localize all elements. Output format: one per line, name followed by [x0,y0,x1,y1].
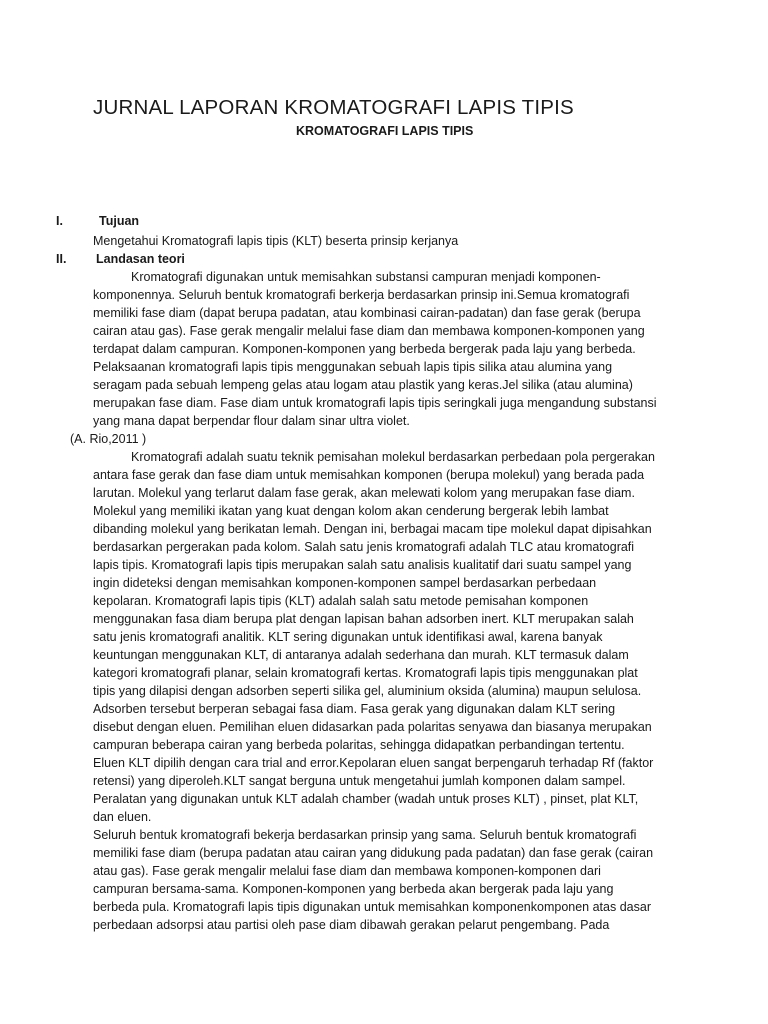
section-1-number: I. [56,214,63,228]
body-line: Molekul yang memiliki ikatan yang kuat dengan kolom akan cenderung bergerak lebih lambat [93,504,609,518]
body-line: terdapat dalam campuran. Komponen-komponen yang berbeda bergerak pada laju yang berbeda. [93,342,636,356]
body-line: Kromatografi adalah suatu teknik pemisahan molekul berdasarkan perbedaan pola pergerakan [131,450,655,464]
body-line: antara fase gerak dan fase diam untuk memisahkan komponen (berupa molekul) yang berada pada [93,468,645,482]
body-line: memiliki fase diam (dapat berupa padatan, atau kombinasi cairan-padatan) dan fase gerak (berupa [93,306,641,320]
body-line: campuran bersama-sama. Komponen-komponen yang berbeda akan bergerak pada laju yang [93,882,614,896]
body-line: keuntungan menggunakan KLT, di antaranya adalah sederhana dan murah. KLT termasuk dalam [93,648,629,662]
body-line: memiliki fase diam (berupa padatan atau cairan yang didukung pada padatan) dan fase gerak (cairan [93,846,654,860]
body-line: disebut dengan eluen. Pemilihan eluen didasarkan pada polaritas senyawa dan biasanya merupakan [93,720,652,734]
body-line: Kromatografi digunakan untuk memisahkan substansi campuran menjadi komponen- [131,270,601,284]
body-line: satu jenis kromatografi analitik. KLT sering digunakan untuk identifikasi awal, karena banyak [93,630,603,644]
body-line: kategori kromatografi planar, selain kromatografi kertas. Kromatografi lapis tipis menggunakan plat [93,666,638,680]
body-line: perbedaan adsorpsi atau partisi oleh pase diam dibawah gerakan pelarut pengembang. Pada [93,918,610,932]
body-line: tipis yang dilapisi dengan adsorben seperti silika gel, aluminium oksida (alumina) maupun selulosa. [93,684,642,698]
body-line: menggunakan fasa diam berupa plat dengan lapisan bahan adsorben inert. KLT merupakan salah [93,612,634,626]
body-line: dan eluen. [93,810,152,824]
body-line: campuran beberapa cairan yang berbeda polaritas, sehingga didapatkan perbandingan tertentu. [93,738,625,752]
body-line: berbeda pula. Kromatografi lapis tipis digunakan untuk memisahkan komponenkomponen atas dasar [93,900,651,914]
body-line: Pelaksaanan kromatografi lapis tipis menggunakan sebuah lapis tipis silika atau alumina yang [93,360,613,374]
body-line: Adsorben tersebut berperan sebagai fasa diam. Fasa gerak yang digunakan dalam KLT sering [93,702,616,716]
body-line: larutan. Molekul yang terlarut dalam fase gerak, akan melewati kolom yang merupakan fase diam. [93,486,635,500]
body-line: berdasarkan pergerakan pada kolom. Salah satu jenis kromatografi adalah TLC atau kromatografi [93,540,635,554]
body-line: komponennya. Seluruh bentuk kromatografi berkerja berdasarkan prinsip ini.Semua kromatografi [93,288,630,302]
body-line: Peralatan yang digunakan untuk KLT adalah chamber (wadah untuk proses KLT) , pinset, plat KLT, [93,792,639,806]
body-line: merupakan fase diam. Fase diam untuk kromatografi lapis tipis seringkali juga mengandung substansi [93,396,657,410]
body-line: kepolaran. Kromatografi lapis tipis (KLT) adalah salah satu metode pemisahan komponen [93,594,589,608]
body-line: lapis tipis. Kromatografi lapis tipis merupakan salah satu analisis kualitatif dari suatu sampel yang [93,558,632,572]
body-line: seragam pada sebuah lempeng gelas atau logam atau plastik yang keras.Jel silika (atau alumina) [93,378,633,392]
body-line: ingin dideteksi dengan memisahkan komponen-komponen sampel berdasarkan perbedaan [93,576,597,590]
page-subtitle: KROMATOGRAFI LAPIS TIPIS [296,124,474,138]
section-2-number: II. [56,252,67,266]
body-line: yang mana dapat berpendar flour dalam sinar ultra violet. [93,414,410,428]
body-line: retensi) yang diperoleh.KLT sangat berguna untuk mengetahui jumlah komponen dalam sampel. [93,774,626,788]
page-title: JURNAL LAPORAN KROMATOGRAFI LAPIS TIPIS [93,96,574,119]
body-line: atau gas). Fase gerak mengalir melalui fase diam dan membawa komponen-komponen dari [93,864,601,878]
body-line: dibanding molekul yang berikatan lemah. Dengan ini, berbagai macam tipe molekul dapat dipisahkan [93,522,652,536]
body-line: Eluen KLT dipilih dengan cara trial and error.Kepolaran eluen sangat berpengaruh terhadap Rf (faktor [93,756,654,770]
section-2-heading: Landasan teori [96,252,185,266]
body-line: Seluruh bentuk kromatografi bekerja berdasarkan prinsip yang sama. Seluruh bentuk kromatografi [93,828,637,842]
body-line: cairan atau gas). Fase gerak mengalir melalui fase diam dan membawa komponen-komponen yang [93,324,645,338]
section-1-heading: Tujuan [99,214,140,228]
citation: (A. Rio,2011 ) [70,432,147,446]
section-1-text: Mengetahui Kromatografi lapis tipis (KLT) beserta prinsip kerjanya [93,234,459,248]
